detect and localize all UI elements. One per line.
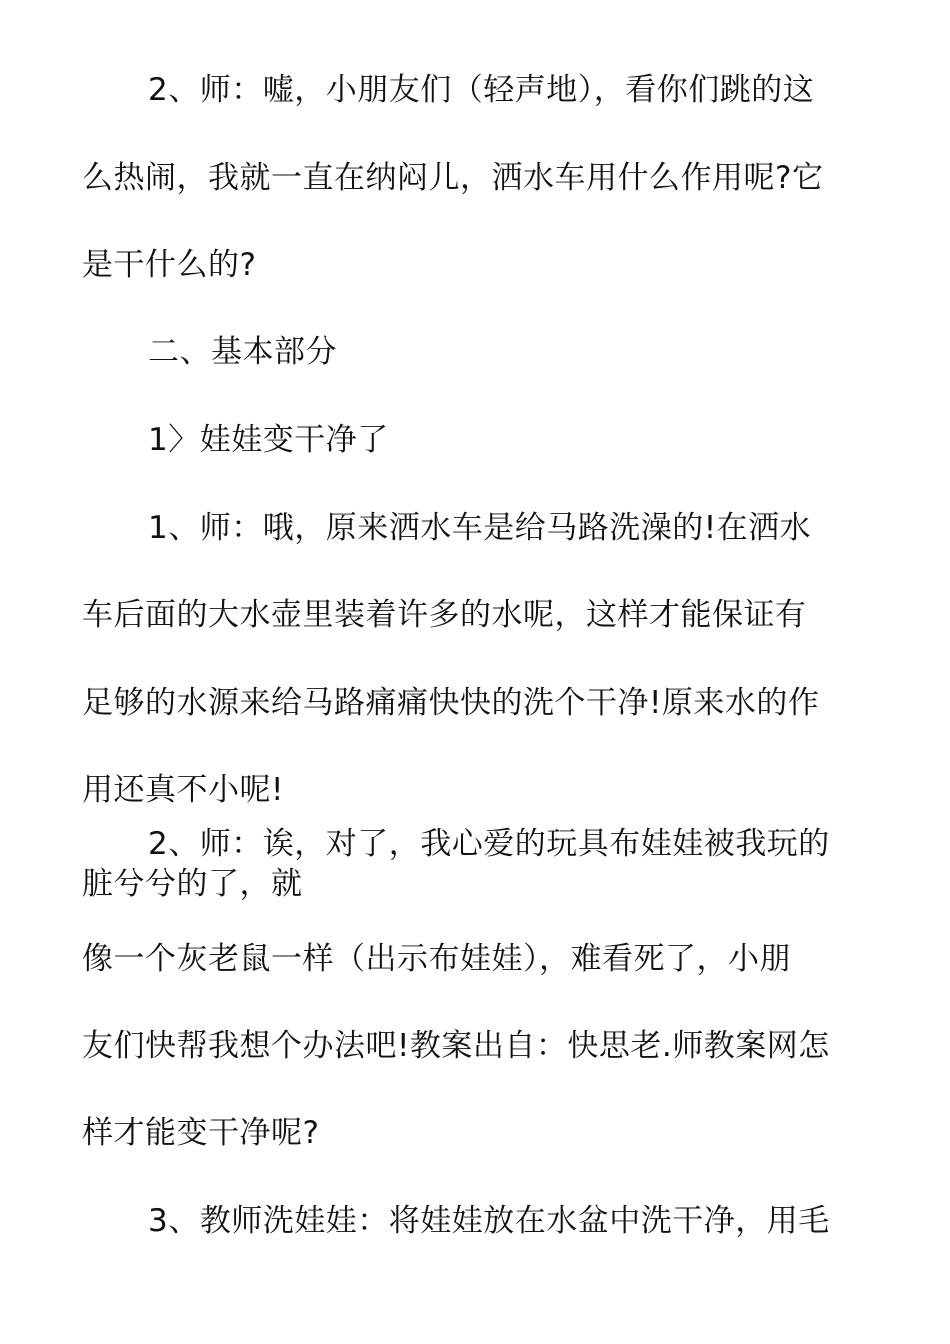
paragraph-line: 2、师：嘘，小朋友们（轻声地），看你们跳的这: [148, 72, 815, 108]
section-heading: 二、基本部分: [148, 334, 337, 370]
paragraph-line: 像一个灰老鼠一样（出示布娃娃），难看死了，小朋: [82, 941, 791, 977]
paragraph-line: 车后面的大水壶里装着许多的水呢，这样才能保证有: [82, 597, 807, 633]
paragraph-line: 2、师：诶，对了，我心爱的玩具布娃娃被我玩的: [148, 826, 830, 862]
paragraph-line: 脏兮兮的了，就: [82, 866, 303, 902]
paragraph-line: 么热闹，我就一直在纳闷儿，洒水车用什么作用呢?它: [82, 160, 824, 196]
subsection-heading: 1〉娃娃变干净了: [148, 422, 389, 458]
paragraph-line: 足够的水源来给马路痛痛快快的洗个干净!原来水的作: [82, 685, 820, 721]
paragraph-line: 是干什么的?: [82, 247, 257, 283]
paragraph-line: 样才能变干净呢?: [82, 1115, 320, 1151]
paragraph-line: 用还真不小呢!: [82, 772, 284, 808]
paragraph-line: 3、教师洗娃娃：将娃娃放在水盆中洗干净，用毛: [148, 1203, 830, 1239]
paragraph-line: 1、师：哦，原来洒水车是给马路洗澡的!在洒水: [148, 510, 812, 546]
paragraph-line: 友们快帮我想个办法吧!教案出自：快思老.师教案网怎: [82, 1028, 830, 1064]
